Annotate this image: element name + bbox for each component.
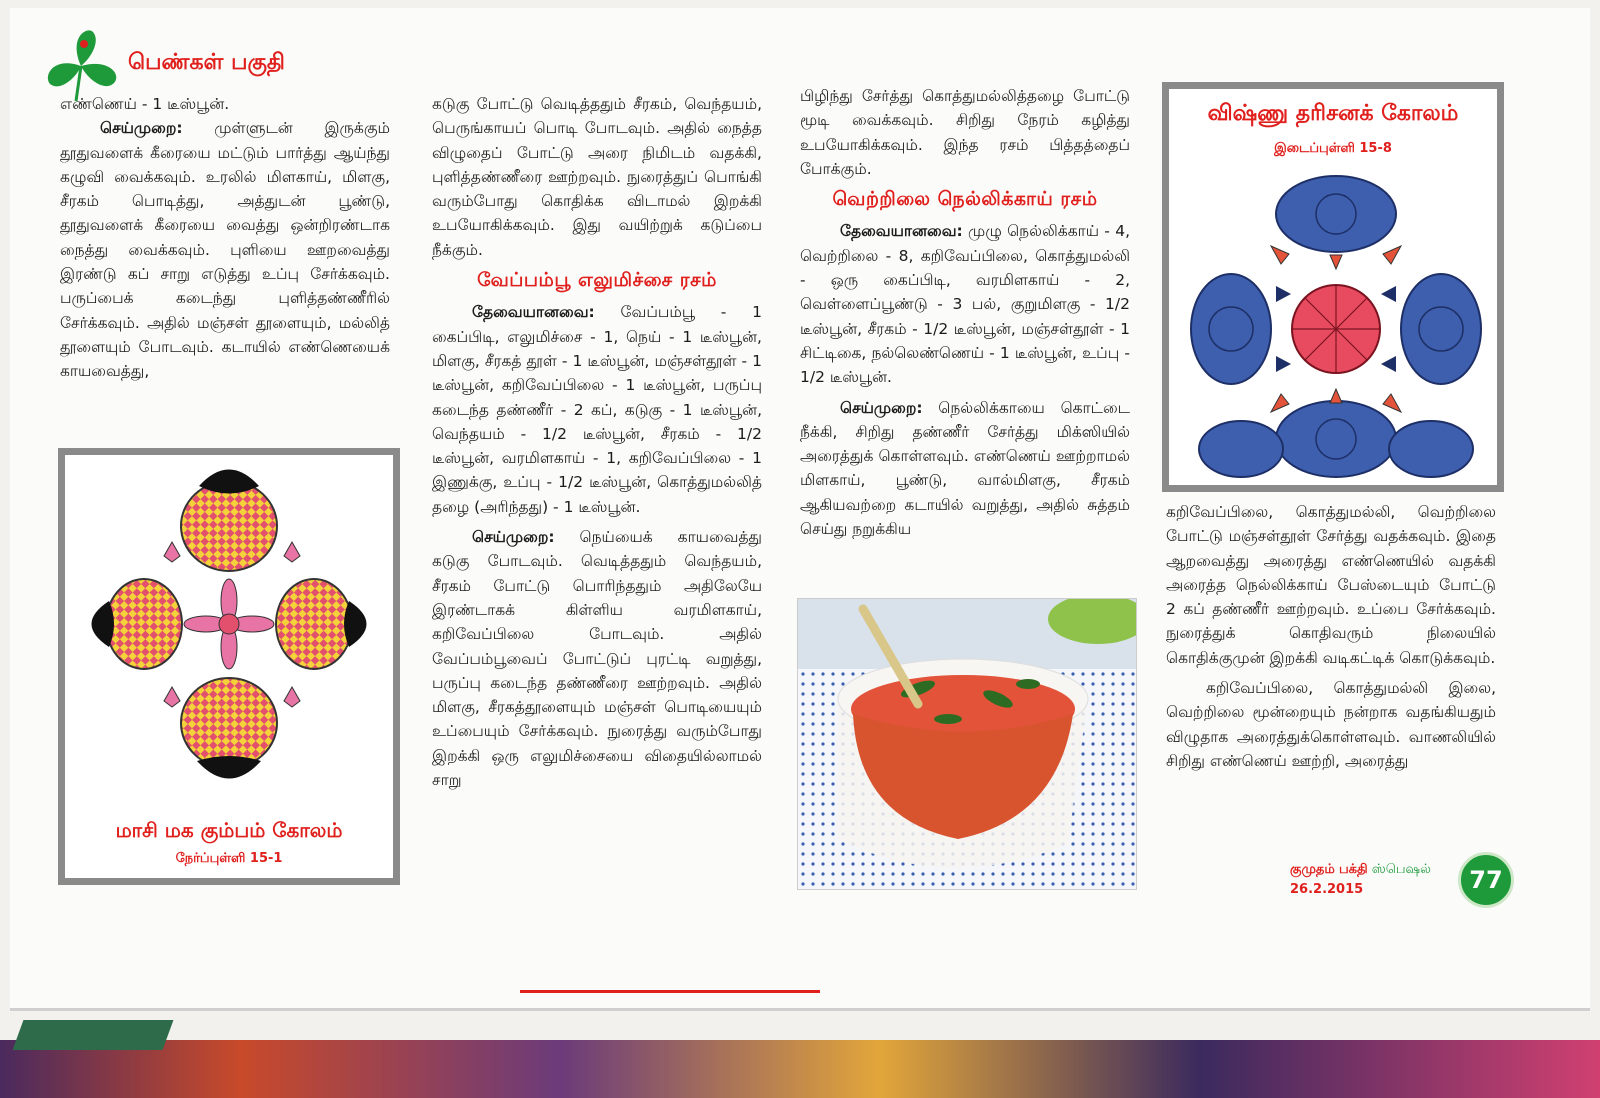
section-title: பெண்கள் பகுதி bbox=[128, 50, 285, 75]
rasam-cup-illustration bbox=[798, 599, 1136, 889]
method-text: நெல்லிக்காயை கொட்டை நீக்கி, சிறிது தண்ணீர் சேர்த்து மிக்ஸியில் அரைத்துக் கொள்ளவும். எண்ணெய் ஊற்றாமல் மிளகாய், பூண்டு, வால்மிளகு, சீரகம் ஆகியவற்றை கடாயில் வறுத்து, அதில் சுத்தம் செய்து நறுக்கிய bbox=[800, 398, 1130, 539]
paragraph: பிழிந்து சேர்த்து கொத்துமல்லித்தழை போட்டு மூடி வைக்கவும். சிறிது நேரம் கழித்து உபயோகிக்கவும். இந்த ரசம் பித்தத்தைப் போக்கும். bbox=[800, 87, 1130, 178]
kolam-drawing bbox=[1186, 169, 1486, 479]
kolam-box-left bbox=[58, 448, 400, 885]
method-label: செய்முறை: bbox=[840, 398, 923, 417]
page-number: 77 bbox=[1469, 866, 1503, 894]
issue-date: 26.2.2015 bbox=[1290, 882, 1364, 897]
column-2 bbox=[432, 92, 762, 792]
method-paragraph bbox=[432, 525, 762, 792]
ingredients-label: தேவையானவை: bbox=[472, 303, 595, 322]
ingredients-paragraph bbox=[800, 219, 1130, 389]
method-label: செய்முறை: bbox=[472, 528, 555, 547]
ingredients-paragraph bbox=[432, 300, 762, 519]
column-4 bbox=[1166, 500, 1496, 773]
kolam-box-right bbox=[1162, 82, 1504, 492]
ingredients-text: வேப்பம்பூ - 1 கைப்பிடி, எலுமிச்சை - 1, நெய் - 1 டீஸ்பூன், மிளகு, சீரகத் தூள் - 1 டீஸ்பூன், மஞ்சள்தூள் - 1 டீஸ்பூன், கறிவேப்பிலை - 1 டீஸ்பூன், பருப்பு கடைந்த தண்ணீர் - 2 கப், கடுகு - 1 டீஸ்பூன், வெந்தயம் - 1/2 டீஸ்பூன், சீரகம் - 1/2 டீஸ்பூன், வரமிளகாய் - 1, கறிவேப்பிலை - 1 இணுக்கு, உப்பு - 1/2 டீஸ்பூன், கொத்துமல்லித் தழை (அரிந்தது) - 1 டீஸ்பூன். bbox=[432, 303, 762, 516]
recipe-heading: வேப்பம்பூ எலுமிச்சை ரசம் bbox=[477, 269, 717, 292]
ingredient-line: எண்ணெய் - 1 டீஸ்பூன். bbox=[60, 95, 230, 113]
paragraph: கடுகு போட்டு வெடித்ததும் சீரகம், வெந்தயம், பெருங்காயப் பொடி போடவும். அதில் நைத்த விழுதைப் போட்டு அரை நிமிடம் வதக்கி, புளித்தண்ணீரை ஊற்றவும். நுரைத்துப் பொங்கி வரும்போது கொதிக்க விடாமல் இறக்கி உபயோகிக்கவும். இது வயிற்றுக் கடுப்பை நீக்கும். bbox=[432, 95, 762, 259]
recipe-heading: வெற்றிலை நெல்லிக்காய் ரசம் bbox=[832, 188, 1098, 211]
column-3 bbox=[800, 84, 1130, 541]
method-label: செய்முறை: bbox=[100, 119, 183, 138]
ingredients-label: தேவையானவை: bbox=[840, 222, 963, 241]
method-paragraph bbox=[60, 116, 390, 383]
method-text: முள்ளுடன் இருக்கும் தூதுவளைக் கீரையை மட்டும் பார்த்து ஆய்ந்து கழுவி வைக்கவும். உரலில் மிளகாய், மிளகு, சீரகம் பொடித்து, அத்துடன் பூண்டு, தூதுவளைக் கீரையை வைத்து ஒன்றிரண்டாக நைத்து வைக்கவும். புளியை ஊறவைத்து இரண்டு கப் சாறு எடுத்து உப்பு சேர்க்கவும். பருப்பைக் கடைந்து புளித்தண்ணீரில் சேர்க்கவும். அதில் மஞ்சள் தூளையும், மல்லித் தூளையும் போடவும். கடாயில் எண்ணெயைக் காயவைத்து, bbox=[60, 119, 390, 381]
brand-bakthi: பக்தி bbox=[1338, 862, 1368, 877]
kolam-right-subtitle: இடைப்புள்ளி 15-8 bbox=[1274, 141, 1392, 156]
page-edge-strip bbox=[0, 1040, 1600, 1098]
rasam-photo bbox=[797, 598, 1137, 890]
kolam-right-title: விஷ்ணு தரிசனக் கோலம் bbox=[1207, 101, 1459, 126]
method-text: நெய்யைக் காயவைத்து கடுகு போடவும். வெடித்ததும் வெந்தயம், சீரகம் போட்டு பொரிந்ததும் அதிலேயே இரண்டாகக் கிள்ளிய வரமிளகாய், கறிவேப்பிலை போடவும். அதில் வேப்பம்பூவைப் போட்டுப் புரட்டி வறுத்து, பருப்பு கடைந்த தண்ணீரை ஊற்றவும். அதில் மிளகு, சீரகத்தூளையும் மஞ்சள் பொடியையும் உப்பையும் சேர்க்கவும். நுரைத்து வரும்போது இறக்கி ஒரு எலுமிச்சையை விதையில்லாமல் சாறு bbox=[432, 528, 762, 790]
column-1 bbox=[60, 92, 390, 384]
kolam-left-subtitle: நேர்ப்புள்ளி 15-1 bbox=[175, 851, 283, 866]
paragraph: கறிவேப்பிலை, கொத்துமல்லி, வெற்றிலை போட்டு மஞ்சள்தூள் சேர்த்து வதக்கவும். இதை ஆறவைத்து அரைத்து எண்ணெயில் வதக்கி அரைத்த நெல்லிக்காய் பேஸ்டையும் போட்டு 2 கப் தண்ணீர் ஊற்றவும். உப்பை சேர்க்கவும். நுரைத்துக் கொதிவரும் நிலையில் கொதிக்குமுன் இறக்கி வடிகட்டிக் கொடுக்கவும். bbox=[1166, 503, 1496, 667]
leaf-icon bbox=[38, 26, 124, 102]
kolam-left-title: மாசி மக கும்பம் கோலம் bbox=[115, 818, 343, 842]
footer bbox=[1290, 858, 1520, 910]
paragraph: கறிவேப்பிலை, கொத்துமல்லி இலை, வெற்றிலை மூன்றையும் நன்றாக வதங்கியதும் விழுதாக அரைத்துக்கொள்ளவும். வாணலியில் சிறிது எண்ணெய் ஊற்றி, அரைத்து bbox=[1166, 679, 1496, 770]
page-edge-red-line bbox=[520, 990, 820, 993]
kolam-drawing bbox=[69, 461, 389, 791]
brand-kumudam: குமுதம் bbox=[1290, 862, 1335, 877]
page-edge-green bbox=[13, 1020, 174, 1050]
magazine-brand bbox=[1290, 862, 1431, 878]
ingredients-text: முழு நெல்லிக்காய் - 4, வெற்றிலை - 8, கறிவேப்பிலை, கொத்துமல்லி - ஒரு கைப்பிடி, வரமிளகாய் - 2, வெள்ளைப்பூண்டு - 3 பல், குறுமிளகு - 1/2 டீஸ்பூன், சீரகம் - 1/2 டீஸ்பூன், மஞ்சள்தூள் - 1 சிட்டிகை, நல்லெண்ணெய் - 1 டீஸ்பூன், உப்பு - 1/2 டீஸ்பூன். bbox=[800, 222, 1130, 387]
page-number-badge bbox=[1458, 852, 1514, 908]
magazine-page bbox=[10, 8, 1590, 1011]
brand-special: ஸ்பெஷல் bbox=[1371, 862, 1431, 877]
method-paragraph bbox=[800, 396, 1130, 542]
